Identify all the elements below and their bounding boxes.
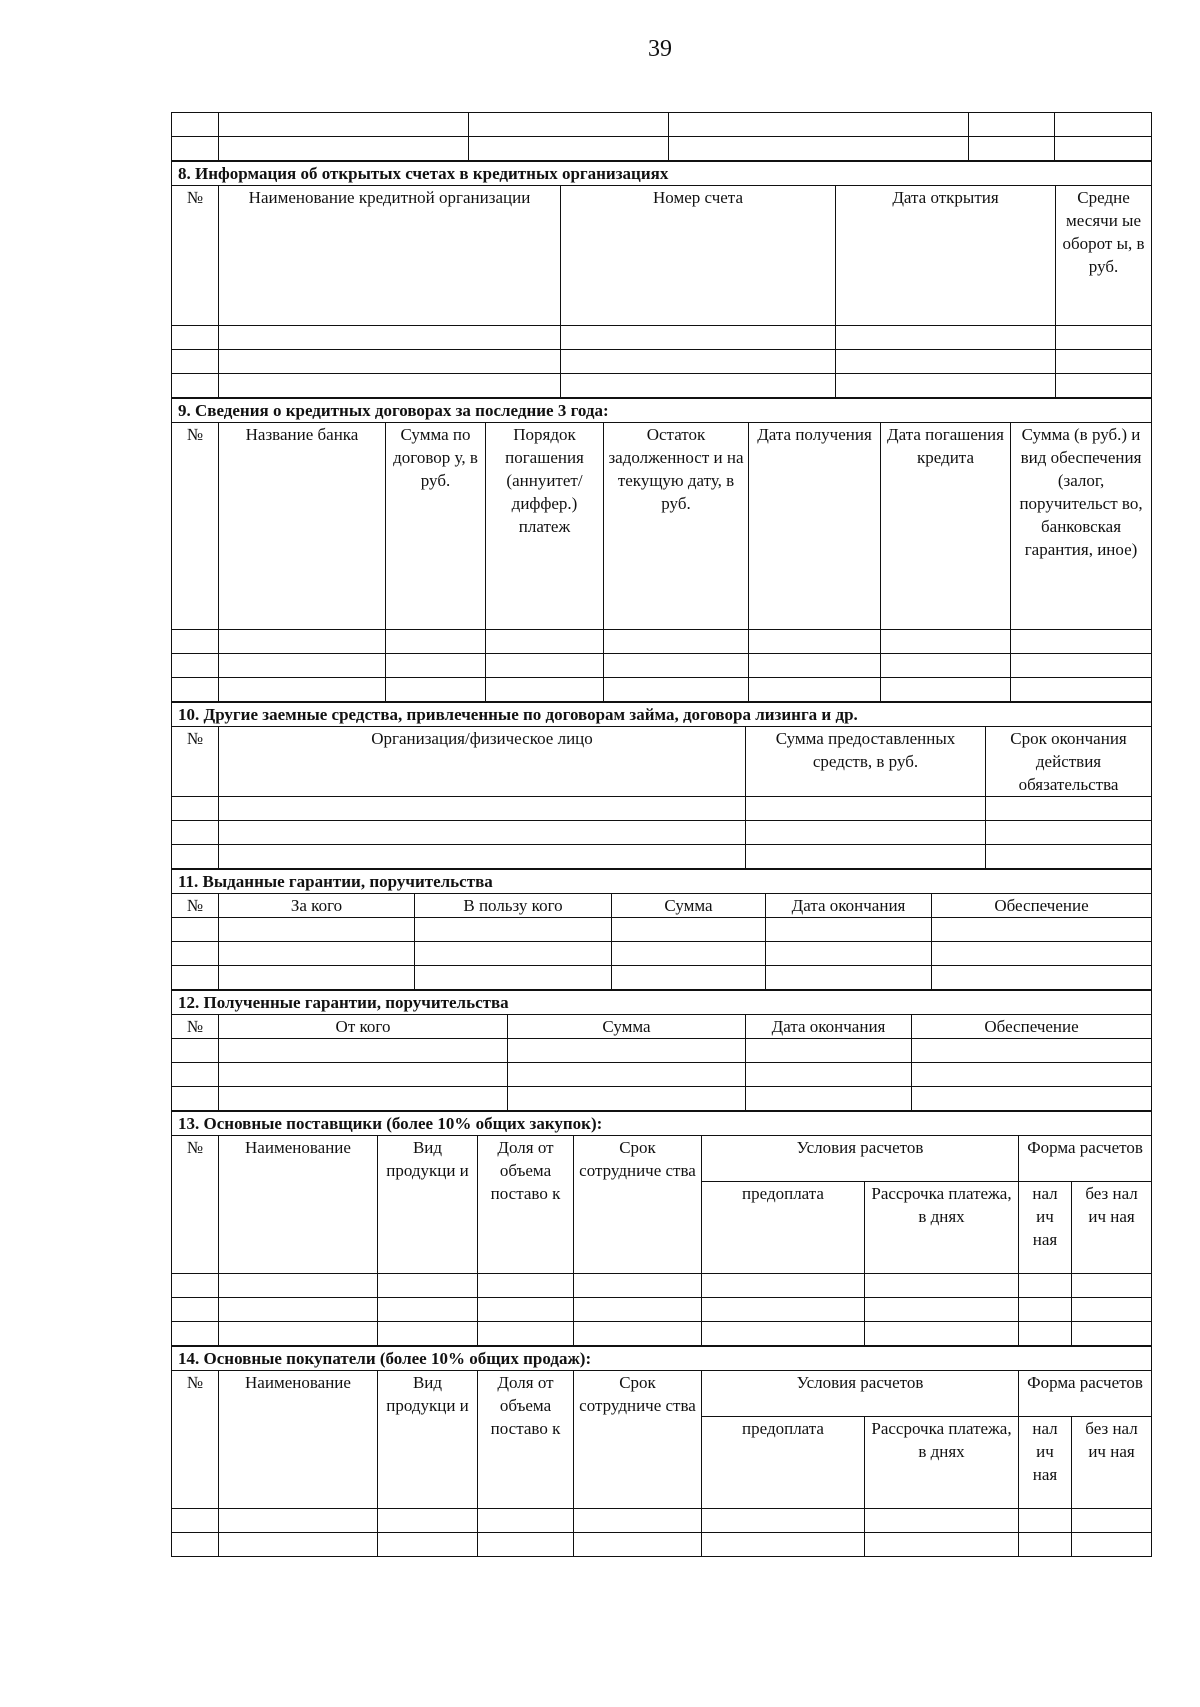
col-received-date: Дата получения: [749, 423, 881, 630]
table-cell[interactable]: [669, 137, 969, 161]
table-cell[interactable]: [881, 678, 1011, 702]
col-installment: Рассрочка платежа, в днях: [865, 1417, 1019, 1509]
col-monthly-turnover: Средне месячи ые оборот ы, в руб.: [1056, 186, 1152, 326]
table-cell[interactable]: [172, 966, 219, 990]
page-number: 39: [648, 36, 672, 62]
col-supply-share: Доля от объема поставо к: [478, 1371, 574, 1509]
col-number: №: [172, 423, 219, 630]
col-number: №: [172, 1015, 219, 1039]
table-cell[interactable]: [612, 966, 766, 990]
table-cell[interactable]: [912, 1087, 1152, 1111]
table-cell[interactable]: [219, 350, 561, 374]
table-cell[interactable]: [478, 1509, 574, 1533]
table-cell[interactable]: [1019, 1322, 1072, 1346]
table-cell[interactable]: [508, 1063, 746, 1087]
table-cell[interactable]: [1072, 1533, 1152, 1557]
table-cell[interactable]: [932, 918, 1152, 942]
col-name: Наименование: [219, 1136, 378, 1274]
table-cell[interactable]: [1056, 350, 1152, 374]
table-cell[interactable]: [478, 1533, 574, 1557]
table-cell[interactable]: [172, 678, 219, 702]
table-cell[interactable]: [881, 654, 1011, 678]
table-cell[interactable]: [986, 821, 1152, 845]
table-cell[interactable]: [219, 678, 386, 702]
table-cell[interactable]: [865, 1533, 1019, 1557]
table-cell[interactable]: [1055, 113, 1152, 137]
col-beneficiary: В пользу кого: [415, 894, 612, 918]
table-cell[interactable]: [865, 1274, 1019, 1298]
table-cell[interactable]: [172, 1087, 219, 1111]
table-cell[interactable]: [469, 137, 669, 161]
table-cell[interactable]: [749, 678, 881, 702]
table-cell[interactable]: [1072, 1509, 1152, 1533]
previous-section-rows: [171, 112, 1152, 161]
table-cell[interactable]: [478, 1322, 574, 1346]
table-cell[interactable]: [574, 1274, 702, 1298]
table-cell[interactable]: [702, 1533, 865, 1557]
table-cell[interactable]: [561, 326, 836, 350]
table-cell[interactable]: [478, 1274, 574, 1298]
table-cell[interactable]: [172, 326, 219, 350]
col-cooperation-term: Срок сотрудниче ства: [574, 1371, 702, 1509]
col-sum: Сумма: [612, 894, 766, 918]
col-number: №: [172, 1371, 219, 1509]
table-cell[interactable]: [1019, 1274, 1072, 1298]
col-provided-sum: Сумма предоставленных средств, в руб.: [746, 727, 986, 797]
table-cell[interactable]: [749, 654, 881, 678]
table-cell[interactable]: [1011, 630, 1152, 654]
col-contract-sum: Сумма по договор у, в руб.: [386, 423, 486, 630]
col-security: Обеспечение: [932, 894, 1152, 918]
table-cell[interactable]: [219, 966, 415, 990]
col-security: Сумма (в руб.) и вид обеспечения (залог, поручительст во, банковская гарантия, иное): [1011, 423, 1152, 630]
col-bank-name: Наименование кредитной организации: [219, 186, 561, 326]
table-cell[interactable]: [386, 678, 486, 702]
table-cell[interactable]: [219, 630, 386, 654]
table-cell[interactable]: [1056, 326, 1152, 350]
table-cell[interactable]: [766, 942, 932, 966]
table-cell[interactable]: [219, 113, 469, 137]
section-9-title: 9. Сведения о кредитных договорах за последние 3 года:: [172, 399, 1152, 423]
table-cell[interactable]: [574, 1533, 702, 1557]
section-11-table: [171, 869, 1152, 990]
table-cell[interactable]: [1019, 1509, 1072, 1533]
section-12-table: [171, 990, 1152, 1111]
table-cell[interactable]: [378, 1509, 478, 1533]
table-cell[interactable]: [932, 942, 1152, 966]
table-cell[interactable]: [219, 821, 746, 845]
table-cell[interactable]: [865, 1298, 1019, 1322]
table-cell[interactable]: [172, 1322, 219, 1346]
col-repayment-date: Дата погашения кредита: [881, 423, 1011, 630]
table-cell[interactable]: [669, 113, 969, 137]
table-cell[interactable]: [766, 966, 932, 990]
col-payment-terms: Условия расчетов: [702, 1136, 1019, 1182]
col-product-type: Вид продукци и: [378, 1371, 478, 1509]
table-cell[interactable]: [219, 1322, 378, 1346]
table-cell[interactable]: [746, 1087, 912, 1111]
col-for-whom: За кого: [219, 894, 415, 918]
table-cell[interactable]: [172, 630, 219, 654]
table-cell[interactable]: [612, 942, 766, 966]
table-cell[interactable]: [702, 1298, 865, 1322]
table-cell[interactable]: [486, 654, 604, 678]
table-cell[interactable]: [574, 1298, 702, 1322]
table-cell[interactable]: [1072, 1298, 1152, 1322]
col-number: №: [172, 186, 219, 326]
section-11-title: 11. Выданные гарантии, поручительства: [172, 870, 1152, 894]
table-cell[interactable]: [746, 845, 986, 869]
table-cell[interactable]: [172, 845, 219, 869]
table-cell[interactable]: [836, 374, 1056, 398]
table-cell[interactable]: [766, 918, 932, 942]
section-13-table: [171, 1111, 1152, 1346]
table-cell[interactable]: [219, 1533, 378, 1557]
table-cell[interactable]: [219, 1087, 508, 1111]
table-cell[interactable]: [865, 1509, 1019, 1533]
table-cell[interactable]: [604, 678, 749, 702]
col-payment-terms: Условия расчетов: [702, 1371, 1019, 1417]
col-installment: Рассрочка платежа, в днях: [865, 1182, 1019, 1274]
section-13-title: 13. Основные поставщики (более 10% общих закупок):: [172, 1112, 1152, 1136]
table-cell[interactable]: [865, 1322, 1019, 1346]
col-organization: Организация/физическое лицо: [219, 727, 746, 797]
table-cell[interactable]: [574, 1322, 702, 1346]
col-cash: нал ич ная: [1019, 1417, 1072, 1509]
table-cell[interactable]: [219, 326, 561, 350]
table-cell[interactable]: [612, 918, 766, 942]
table-cell[interactable]: [219, 654, 386, 678]
col-prepayment: предоплата: [702, 1182, 865, 1274]
table-cell[interactable]: [386, 654, 486, 678]
table-cell[interactable]: [1072, 1322, 1152, 1346]
table-cell[interactable]: [172, 918, 219, 942]
table-cell[interactable]: [219, 845, 746, 869]
table-cell[interactable]: [604, 630, 749, 654]
col-repayment-order: Порядок погашения (аннуитет/ диффер.) платеж: [486, 423, 604, 630]
table-cell[interactable]: [415, 918, 612, 942]
table-cell[interactable]: [561, 350, 836, 374]
table-cell[interactable]: [1019, 1533, 1072, 1557]
table-cell[interactable]: [1011, 678, 1152, 702]
table-cell[interactable]: [415, 942, 612, 966]
table-cell[interactable]: [172, 1509, 219, 1533]
table-cell[interactable]: [172, 1063, 219, 1087]
col-product-type: Вид продукци и: [378, 1136, 478, 1274]
col-bank-name: Название банка: [219, 423, 386, 630]
table-cell[interactable]: [172, 137, 219, 161]
table-cell[interactable]: [415, 966, 612, 990]
table-cell[interactable]: [486, 630, 604, 654]
table-cell[interactable]: [932, 966, 1152, 990]
table-cell[interactable]: [219, 942, 415, 966]
table-cell[interactable]: [172, 113, 219, 137]
table-cell[interactable]: [604, 654, 749, 678]
table-cell[interactable]: [986, 845, 1152, 869]
col-cash: нал ич ная: [1019, 1182, 1072, 1274]
col-security: Обеспечение: [912, 1015, 1152, 1039]
col-debt-balance: Остаток задолженност и на текущую дату, в руб.: [604, 423, 749, 630]
col-end-date: Дата окончания: [766, 894, 932, 918]
col-number: №: [172, 1136, 219, 1274]
table-cell[interactable]: [172, 797, 219, 821]
table-cell[interactable]: [172, 1274, 219, 1298]
col-cooperation-term: Срок сотрудниче ства: [574, 1136, 702, 1274]
col-open-date: Дата открытия: [836, 186, 1056, 326]
table-cell[interactable]: [1019, 1298, 1072, 1322]
table-cell[interactable]: [702, 1509, 865, 1533]
table-cell[interactable]: [172, 654, 219, 678]
table-cell[interactable]: [219, 1274, 378, 1298]
section-8-table: [171, 161, 1152, 398]
table-cell[interactable]: [749, 630, 881, 654]
table-cell[interactable]: [746, 1039, 912, 1063]
table-cell[interactable]: [836, 350, 1056, 374]
table-cell[interactable]: [486, 678, 604, 702]
table-cell[interactable]: [378, 1298, 478, 1322]
table-cell[interactable]: [969, 137, 1055, 161]
table-cell[interactable]: [172, 821, 219, 845]
table-cell[interactable]: [219, 918, 415, 942]
table-cell[interactable]: [378, 1322, 478, 1346]
table-cell[interactable]: [969, 113, 1055, 137]
section-10-title: 10. Другие заемные средства, привлеченные по договорам займа, договора лизинга и др.: [172, 703, 1152, 727]
col-from-whom: От кого: [219, 1015, 508, 1039]
table-cell[interactable]: [219, 137, 469, 161]
table-cell[interactable]: [746, 821, 986, 845]
table-cell[interactable]: [508, 1039, 746, 1063]
col-account-number: Номер счета: [561, 186, 836, 326]
section-12-title: 12. Полученные гарантии, поручительства: [172, 991, 1152, 1015]
table-cell[interactable]: [378, 1533, 478, 1557]
section-14-title: 14. Основные покупатели (более 10% общих продаж):: [172, 1347, 1152, 1371]
col-number: №: [172, 727, 219, 797]
col-payment-form: Форма расчетов: [1019, 1136, 1152, 1182]
col-supply-share: Доля от объема поставо к: [478, 1136, 574, 1274]
table-cell[interactable]: [219, 797, 746, 821]
col-prepayment: предоплата: [702, 1417, 865, 1509]
table-cell[interactable]: [881, 630, 1011, 654]
section-8-title: 8. Информация об открытых счетах в кредитных организациях: [172, 162, 1152, 186]
col-noncash: без нал ич ная: [1072, 1182, 1152, 1274]
table-cell[interactable]: [219, 374, 561, 398]
table-cell[interactable]: [1011, 654, 1152, 678]
table-cell[interactable]: [1056, 374, 1152, 398]
table-cell[interactable]: [172, 374, 219, 398]
table-cell[interactable]: [836, 326, 1056, 350]
table-cell[interactable]: [702, 1274, 865, 1298]
table-cell[interactable]: [172, 350, 219, 374]
table-cell[interactable]: [1055, 137, 1152, 161]
section-14-table: [171, 1346, 1152, 1557]
table-cell[interactable]: [912, 1039, 1152, 1063]
col-noncash: без нал ич ная: [1072, 1417, 1152, 1509]
table-cell[interactable]: [219, 1298, 378, 1322]
table-cell[interactable]: [912, 1063, 1152, 1087]
table-cell[interactable]: [378, 1274, 478, 1298]
table-cell[interactable]: [172, 942, 219, 966]
table-cell[interactable]: [386, 630, 486, 654]
table-cell[interactable]: [561, 374, 836, 398]
table-cell[interactable]: [219, 1509, 378, 1533]
col-end-date: Дата окончания: [746, 1015, 912, 1039]
table-cell[interactable]: [469, 113, 669, 137]
table-cell[interactable]: [986, 797, 1152, 821]
table-cell[interactable]: [746, 797, 986, 821]
col-end-term: Срок окончания действия обязательства: [986, 727, 1152, 797]
col-name: Наименование: [219, 1371, 378, 1509]
col-sum: Сумма: [508, 1015, 746, 1039]
table-cell[interactable]: [172, 1039, 219, 1063]
table-cell[interactable]: [172, 1533, 219, 1557]
table-cell[interactable]: [746, 1063, 912, 1087]
table-cell[interactable]: [478, 1298, 574, 1322]
table-cell[interactable]: [172, 1298, 219, 1322]
table-cell[interactable]: [508, 1087, 746, 1111]
table-cell[interactable]: [574, 1509, 702, 1533]
form-sheet: [171, 112, 1151, 1557]
table-cell[interactable]: [219, 1063, 508, 1087]
col-number: №: [172, 894, 219, 918]
table-cell[interactable]: [702, 1322, 865, 1346]
col-payment-form: Форма расчетов: [1019, 1371, 1152, 1417]
table-cell[interactable]: [1072, 1274, 1152, 1298]
section-10-table: [171, 702, 1152, 869]
section-9-table: [171, 398, 1152, 702]
table-cell[interactable]: [219, 1039, 508, 1063]
